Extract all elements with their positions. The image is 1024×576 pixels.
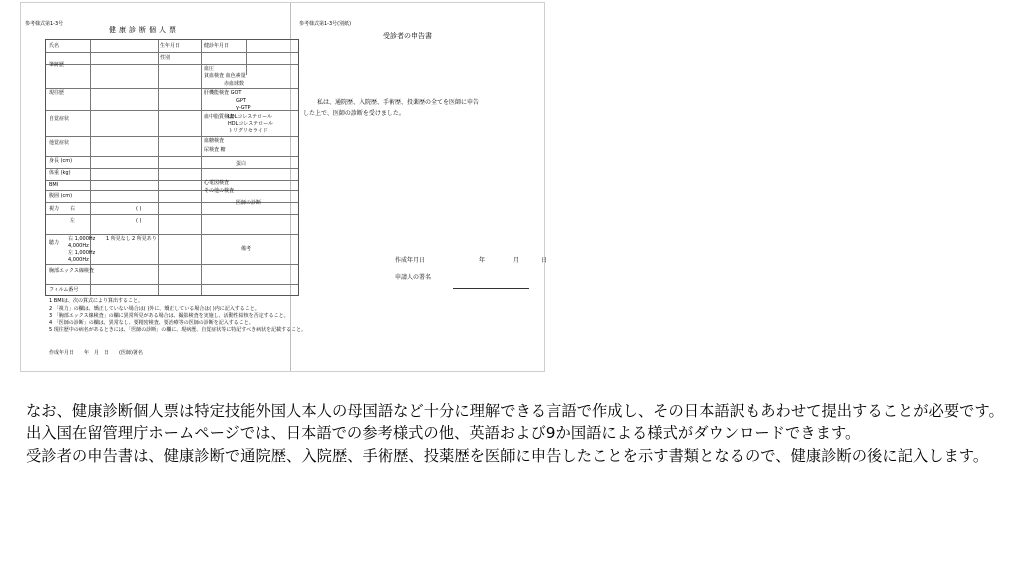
note-3: 3 「胸部エックス線検査」の欄に異常所見がある場合は、撮影検査を実施し、活動性結核を否定すること。 <box>49 313 289 319</box>
label-hearing: 聴力 <box>49 240 60 246</box>
statement-line-2: した上で、医師の診断を受けました。 <box>303 110 405 117</box>
label-waist: 腹囲 (cm) <box>49 193 73 199</box>
note-4: 4 「医師の診断」の欄は、異常なし、要精密検査、要治療等の医師の診断を記入すること。 <box>49 320 254 326</box>
label-checkup-date: 健診年月日 <box>204 43 230 49</box>
hearing-r1000: 右 1,000Hz <box>68 236 96 242</box>
signature-line <box>453 288 529 289</box>
statement-line-1: 私は、通院歴、入院歴、手術歴、投薬歴の全てを医師に申告 <box>317 99 480 106</box>
label-sex: 性別 <box>160 55 171 61</box>
label-bp: 血圧 <box>204 66 215 72</box>
label-other-tests: その他の検査 <box>204 188 235 194</box>
vision-right: 右 <box>70 206 76 212</box>
label-current-history: 現往歴 <box>49 90 65 96</box>
label-xray: 胸部エックス線検査 <box>49 268 94 274</box>
label-name: 氏名 <box>49 43 60 49</box>
label-tg: トリグリセライド <box>228 128 268 134</box>
label-ecg: 心電図検査 <box>204 180 230 186</box>
left-form-footer: 作成年月日 年 月 日 (医師)署名 <box>49 350 143 356</box>
label-birthdate: 生年月日 <box>160 43 181 49</box>
hearing-l1000: 左 1,000Hz <box>68 250 96 256</box>
label-objective: 他覚症状 <box>49 140 70 146</box>
label-gpt: GPT <box>236 98 246 104</box>
vision-paren-1: ( ) <box>136 206 142 212</box>
hearing-r4000: 4,000Hz <box>68 243 89 249</box>
declaration-form <box>291 3 548 371</box>
label-ldl: LDLコレステロール <box>228 114 273 120</box>
right-form-title: 受診者の申告書 <box>383 32 432 40</box>
signature-label: 申請人の署名 <box>395 274 432 281</box>
label-urine: 尿検査 糖 <box>204 147 226 153</box>
left-ref-label: 参考様式第1-3号 <box>25 21 64 27</box>
date-unit-year: 年 <box>479 257 486 264</box>
label-hdl: HDLコレステロール <box>228 121 274 127</box>
form-image <box>20 2 548 372</box>
label-film: フィルム番号 <box>49 287 79 293</box>
label-rbc: 赤血球数 <box>224 81 245 87</box>
vision-left: 左 <box>70 218 76 224</box>
note-2: 2 「視力」の欄は、矯正していない場合は( )外に、矯正している場合は( )内に記入すること。 <box>49 306 260 312</box>
vision-paren-2: ( ) <box>136 218 142 224</box>
date-label: 作成年月日 <box>395 257 426 264</box>
label-remarks: 備考 <box>241 246 252 252</box>
note-1: 1 BMIは、次の算式により算出すること。 <box>49 298 143 304</box>
label-got: 肝機能検査 GOT <box>204 90 242 96</box>
date-unit-day: 日 <box>541 257 548 264</box>
label-history: 筆跡歴 <box>49 62 65 68</box>
label-protein: 蛋白 <box>236 161 247 167</box>
label-bmi: BMI <box>49 182 59 188</box>
right-ref-label: 参考様式第1-3号(別紙) <box>299 21 352 27</box>
label-weight: 体重 (kg) <box>49 170 71 176</box>
caption <box>26 400 1006 467</box>
label-hb: 貧血検査 血色素量 <box>204 73 246 79</box>
label-vision: 視力 <box>49 206 60 212</box>
hearing-l4000: 4,000Hz <box>68 257 89 263</box>
label-subjective: 自覚症状 <box>49 116 70 122</box>
hearing-finding: 2 所見あり <box>132 236 157 242</box>
label-ggtp: γ-GTP <box>236 105 251 111</box>
note-5: 5 現往歴中の病名があるときには、「医師の診断」の欄に、現病歴、自覚症状等に特記すべき病状を記載すること。 <box>49 327 307 333</box>
caption-paragraph-2: 受診者の申告書は、健康診断で通院歴、入院歴、手術歴、投薬歴を医師に申告したことを示す書類となるので、健康診断の後に記入します。 <box>26 446 989 465</box>
left-form-title: 健康診断個人票 <box>109 26 179 34</box>
date-unit-month: 月 <box>513 257 520 264</box>
label-diagnosis: 医師の診断 <box>236 200 262 206</box>
hearing-no-finding: 1 所見なし <box>106 236 131 242</box>
label-lipid: 血中脂質検査 <box>204 114 235 120</box>
caption-paragraph-1: なお、健康診断個人票は特定技能外国人本人の母国語など十分に理解できる言語で作成し、その日本語訳もあわせて提出することが必要です。出入国在留管理庁ホームページでは、日本語での参考様式の他、英語および9か国語による様式がダウンロードできます。 <box>26 402 1004 443</box>
form-grid <box>45 39 299 296</box>
label-glucose: 血糖検査 <box>204 138 225 144</box>
label-height: 身長 (cm) <box>49 158 73 164</box>
